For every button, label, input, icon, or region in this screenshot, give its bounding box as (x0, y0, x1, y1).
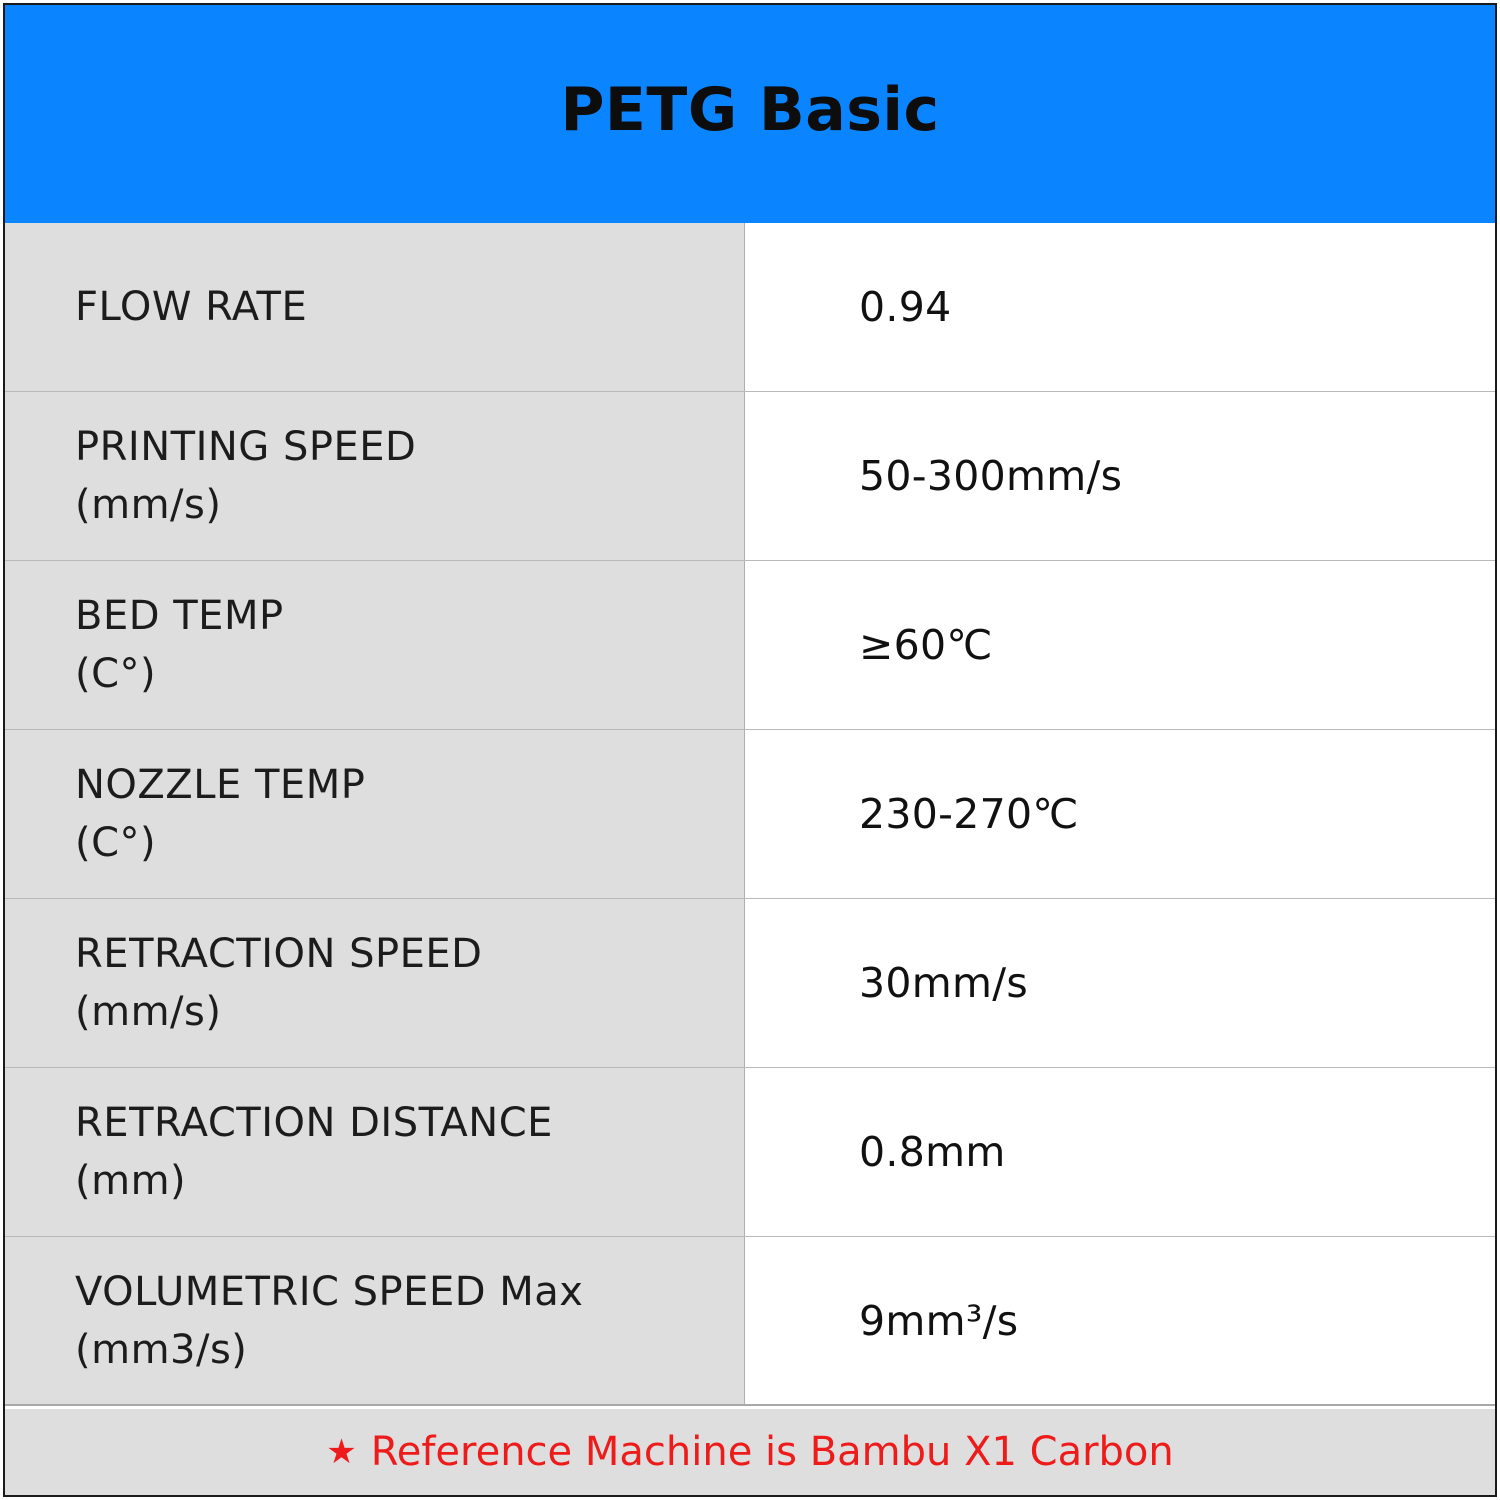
row-value-cell (745, 223, 1495, 391)
table-row-retraction-distance (5, 1068, 1495, 1237)
row-value-cell (745, 392, 1495, 560)
page-title: PETG Basic (560, 75, 940, 145)
row-label-unit: (mm/s) (75, 989, 222, 1035)
row-label: BED TEMP (75, 593, 284, 639)
row-value: 50-300mm/s (859, 452, 1123, 500)
row-label-unit: (C°) (75, 820, 157, 866)
reference-note (5, 1409, 1495, 1495)
row-label: NOZZLE TEMP (75, 762, 366, 808)
table-row-retraction-speed (5, 899, 1495, 1068)
row-label: RETRACTION SPEED (75, 931, 483, 977)
table-row-bed-temp (5, 561, 1495, 730)
table-row-flow-rate (5, 223, 1495, 392)
row-value: 9mm³/s (859, 1296, 1019, 1345)
title-banner (5, 5, 1495, 223)
row-label: PRINTING SPEED (75, 424, 417, 470)
row-label: RETRACTION DISTANCE (75, 1100, 553, 1146)
row-value-cell (745, 730, 1495, 898)
table-row-nozzle-temp (5, 730, 1495, 899)
row-label-cell (5, 223, 745, 391)
row-label-cell (5, 392, 745, 560)
star-icon: ★ (326, 1432, 357, 1472)
row-value: 230-270℃ (859, 790, 1079, 838)
spec-table (5, 223, 1495, 1406)
row-value: ≥60℃ (859, 621, 993, 669)
row-value-cell (745, 561, 1495, 729)
row-label-unit: (mm/s) (75, 482, 222, 528)
row-value-cell (745, 899, 1495, 1067)
table-row-volumetric-speed (5, 1237, 1495, 1406)
row-label-cell (5, 1237, 745, 1404)
row-label-cell (5, 561, 745, 729)
row-label-cell (5, 899, 745, 1067)
row-label: VOLUMETRIC SPEED Max (75, 1268, 584, 1315)
row-label-unit: (mm) (75, 1158, 187, 1204)
spec-sheet (3, 3, 1497, 1497)
row-label-unit: (mm3/s) (75, 1326, 248, 1373)
row-value-cell (745, 1068, 1495, 1236)
table-row-printing-speed (5, 392, 1495, 561)
row-label-cell (5, 730, 745, 898)
reference-note-text: Reference Machine is Bambu X1 Carbon (370, 1429, 1174, 1475)
row-value: 0.8mm (859, 1128, 1006, 1176)
row-label-cell (5, 1068, 745, 1236)
row-label-unit: (C°) (75, 651, 157, 697)
row-label: FLOW RATE (75, 284, 308, 330)
row-value: 0.94 (859, 283, 952, 331)
row-value-cell (745, 1237, 1495, 1404)
row-value: 30mm/s (859, 959, 1029, 1007)
